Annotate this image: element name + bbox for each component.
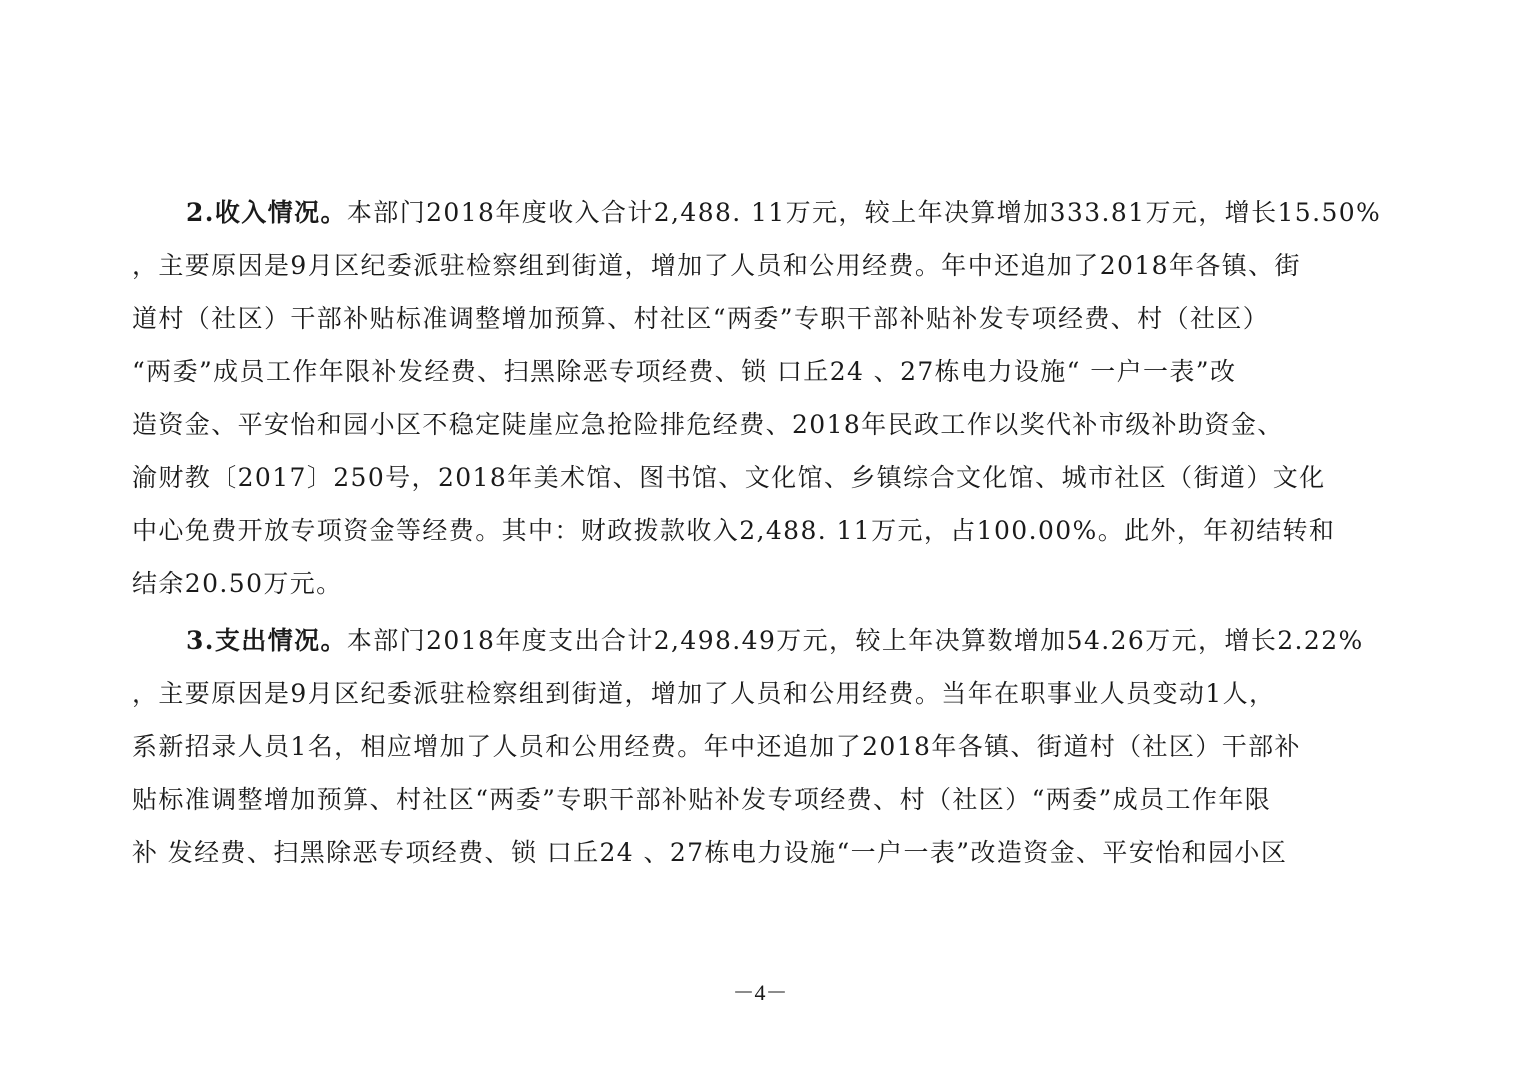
paragraph-line [186,188,1381,238]
paragraph-line: “两委”成员工作年限补发经费、扫黑除恶专项经费、锁 口丘24 、27栋电力设施“ 一户一表”改 [132,357,1237,386]
paragraph-line: 中心免费开放专项资金等经费。其中：财政拨款收入2,488. 11万元，占100.00%。此外，年初结转和 [132,516,1336,545]
paragraph-line [186,616,1364,666]
section-heading: 3.支出情况。 [186,626,347,655]
paragraph-line: 补 发经费、扫黑除恶专项经费、锁 口丘24 、27栋电力设施“一户一表”改造资金、平安怡和园小区 [132,838,1288,867]
paragraph-line: 系新招录人员1名，相应增加了人员和公用经费。年中还追加了2018年各镇、街道村（社区）干部补 [132,732,1301,761]
paragraph-line: 结余20.50万元。 [132,569,343,598]
paragraph-line: 道村（社区）干部补贴标准调整增加预算、村社区“两委”专职干部补贴补发专项经费、村（社区） [132,304,1270,333]
paragraph-line: 造资金、平安怡和园小区不稳定陡崖应急抢险排危经费、2018年民政工作以奖代补市级补助资金、 [132,410,1284,439]
page-number: －4－ [732,980,788,1005]
paragraph-line: 贴标准调整增加预算、村社区“两委”专职干部补贴补发专项经费、村（社区）“两委”成员工作年限 [132,785,1272,814]
paragraph-line: ，主要原因是9月区纪委派驻检察组到街道，增加了人员和公用经费。当年在职事业人员变动1人， [132,679,1276,708]
paragraph-line: 渝财教〔2017〕250号，2018年美术馆、图书馆、文化馆、乡镇综合文化馆、城市社区（街道）文化 [132,463,1326,492]
paragraph-text: 本部门2018年度收入合计2,488. 11万元，较上年决算增加333.81万元，增长15.50% [346,198,1382,227]
paragraph-line: ，主要原因是9月区纪委派驻检察组到街道，增加了人员和公用经费。年中还追加了2018年各镇、街 [132,251,1301,280]
section-heading: 2.收入情况。 [186,198,347,227]
paragraph-text: 本部门2018年度支出合计2,498.49万元，较上年决算数增加54.26万元，增长2.22% [346,626,1364,655]
